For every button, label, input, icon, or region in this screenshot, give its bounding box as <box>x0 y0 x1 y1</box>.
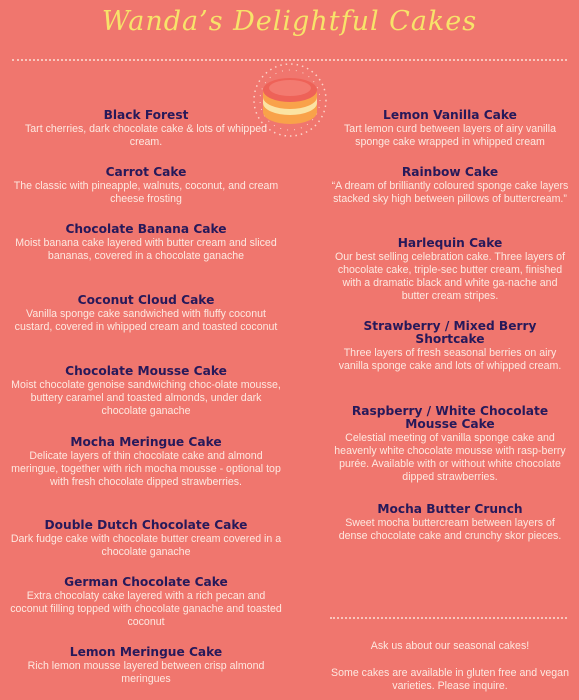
menu-item <box>10 109 282 149</box>
menu-item <box>331 166 569 206</box>
item-name: German Chocolate Cake <box>64 575 228 589</box>
item-name: Chocolate Mousse Cake <box>65 364 227 378</box>
menu-item <box>10 294 282 334</box>
item-description: Moist chocolate genoise sandwiching choc-olate mousse, buttery caramel and toasted almonds, under dark chocolate ganache <box>11 379 281 417</box>
item-description: Sweet mocha buttercream between layers of dense chocolate cake and crunchy skor pieces. <box>338 517 562 542</box>
item-description: Our best selling celebration cake. Three layers of chocolate cake, triple-sec butter cream, finished with a dramatic black and white ga-nache and butter cream stripes. <box>334 251 566 302</box>
item-description: Celestial meeting of vanilla sponge cake and heavenly white chocolate mousse with rasp-berry purée. Available with or without white chocolate dipped strawberries. <box>334 432 566 483</box>
item-name: Mocha Butter Crunch <box>377 502 523 516</box>
item-description: Vanilla sponge cake sandwiched with fluffy coconut custard, covered in whipped cream and toasted coconut <box>14 308 278 333</box>
menu-item <box>331 320 569 373</box>
top-divider <box>12 59 567 61</box>
item-name: Rainbow Cake <box>401 165 499 179</box>
item-description: Dark fudge cake with chocolate butter cream covered in a chocolate ganache <box>10 533 282 558</box>
item-name: Strawberry / Mixed Berry Shortcake <box>363 319 537 346</box>
item-description: Tart cherries, dark chocolate cake & lots of whipped cream. <box>24 123 267 148</box>
item-description: Tart lemon curd between layers of airy vanilla sponge cake wrapped in whipped cream <box>344 123 556 148</box>
item-name: Raspberry / White Chocolate Mousse Cake <box>351 404 549 431</box>
menu-item <box>10 436 282 489</box>
menu-item <box>10 365 282 418</box>
menu-item <box>331 109 569 149</box>
menu-item <box>10 223 282 263</box>
menu-item <box>331 237 569 303</box>
menu-item <box>10 576 282 629</box>
item-description: Delicate layers of thin chocolate cake and almond meringue, together with rich mocha mousse - optional top with fresh chocolate dipped strawberries. <box>11 450 281 488</box>
item-name: Harlequin Cake <box>397 236 503 250</box>
menu-item <box>10 646 282 686</box>
menu-item <box>10 519 282 559</box>
item-name: Chocolate Banana Cake <box>65 222 227 236</box>
item-description: “A dream of brilliantly coloured sponge cake layers stacked sky high between pillows of buttercream.” <box>331 180 569 205</box>
item-description: The classic with pineapple, walnuts, coconut, and cream cheese frosting <box>13 180 279 205</box>
item-name: Lemon Vanilla Cake <box>383 108 517 122</box>
menu-title: Wanda’s Delightful Cakes <box>101 6 478 37</box>
dietary-note: Some cakes are available in gluten free and vegan varieties. Please inquire. <box>331 667 569 692</box>
menu-item <box>10 166 282 206</box>
item-description: Extra chocolaty cake layered with a rich pecan and coconut filling topped with chocolate ganache and toasted coconut <box>10 590 282 628</box>
menu-item <box>331 405 569 484</box>
item-name: Double Dutch Chocolate Cake <box>44 518 248 532</box>
item-name: Lemon Meringue Cake <box>69 645 223 659</box>
item-name: Coconut Cloud Cake <box>77 293 215 307</box>
notes-divider <box>330 617 567 619</box>
menu-item <box>331 503 569 543</box>
item-name: Black Forest <box>103 108 189 122</box>
seasonal-note: Ask us about our seasonal cakes! <box>370 640 530 652</box>
item-description: Moist banana cake layered with butter cream and sliced bananas, covered in a chocolate ganache <box>15 237 277 262</box>
item-description: Three layers of fresh seasonal berries on airy vanilla sponge cake and lots of whipped cream. <box>338 347 562 372</box>
item-description: Rich lemon mousse layered between crisp almond meringues <box>27 660 265 685</box>
item-name: Mocha Meringue Cake <box>70 435 222 449</box>
item-name: Carrot Cake <box>105 165 187 179</box>
